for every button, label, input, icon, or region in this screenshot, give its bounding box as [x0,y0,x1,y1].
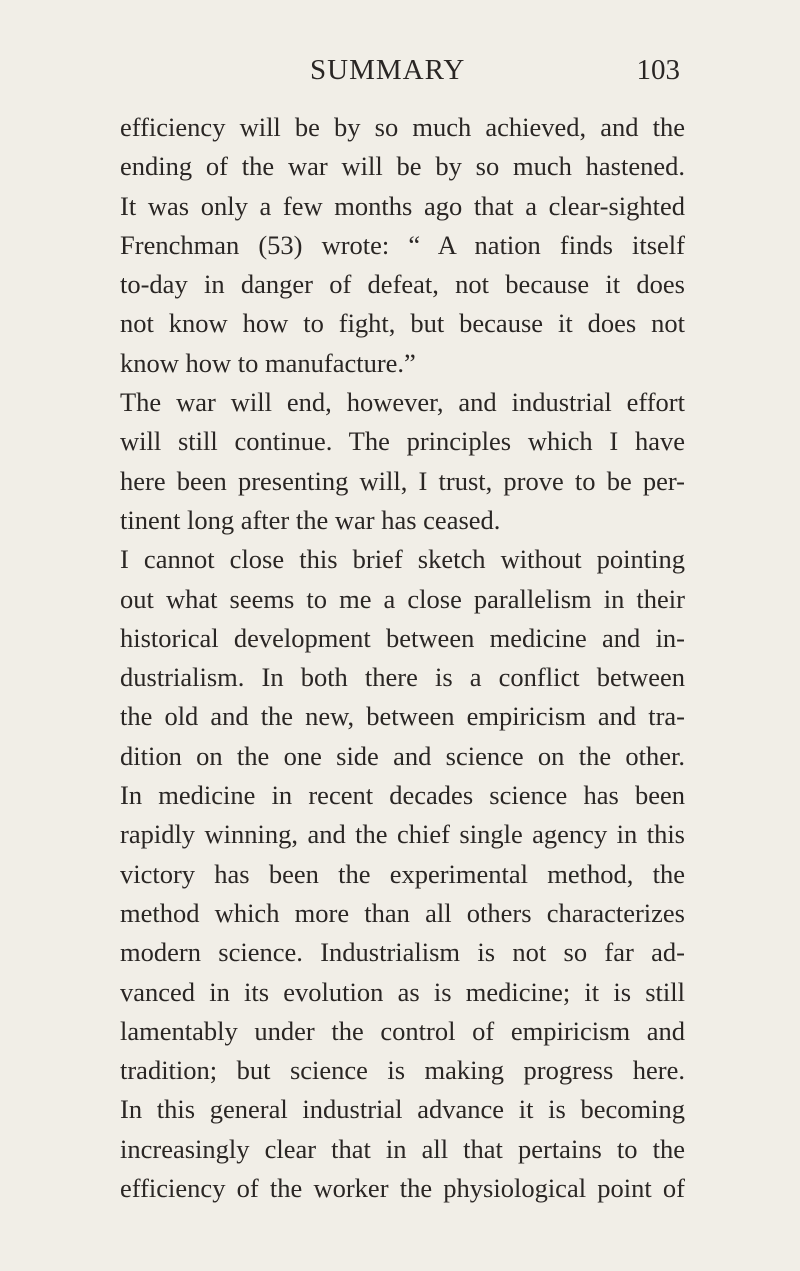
text-line: efficiency will be by so much achieved, and the [120,112,685,142]
text-line: tinent long after the war has ceased. [120,504,501,535]
text-line: dustrialism. In both there is a conflict between [120,662,685,693]
running-head-title: SUMMARY [310,54,466,86]
text-line: ending of the war will be by so much hastened. [120,151,685,182]
text-line: method which more than all others characterizes [120,897,685,928]
text-line: I cannot close this brief sketch without pointing [120,544,685,575]
text-line: historical development between medicine and in- [120,622,685,653]
text-line: Frenchman (53) wrote: “ A nation finds itself [120,229,685,260]
page-number: 103 [636,54,680,86]
text-line: out what seems to me a close parallelism in their [120,583,685,614]
text-line: In medicine in recent decades science has been [120,780,685,811]
text-line: tradition; but science is making progress here. [120,1055,685,1086]
text-line: rapidly winning, and the chief single agency in this [120,819,685,850]
text-line: the old and the new, between empiricism and tra- [120,701,685,732]
text-line: increasingly clear that in all that pertains to the [120,1133,685,1164]
text-line: not know how to fight, but because it does not [120,308,685,339]
text-line: lamentably under the control of empiricism and [120,1015,685,1046]
text-line: It was only a few months ago that a clear-sighted [120,190,685,221]
text-line: victory has been the experimental method, the [120,858,685,889]
text-line: The war will end, however, and industrial effort [120,387,685,418]
running-head [120,50,680,90]
body-text [120,108,685,1208]
text-line: know how to manufacture.” [120,347,416,378]
text-line: In this general industrial advance it is becoming [120,1094,685,1125]
text-line: modern science. Industrialism is not so far ad- [120,937,685,968]
text-line: to-day in danger of defeat, not because it does [120,269,685,300]
text-line: here been presenting will, I trust, prove to be per- [120,465,685,496]
text-line: will still continue. The principles which I have [120,426,685,457]
text-line: efficiency of the worker the physiological point of [120,1173,685,1204]
text-line: dition on the one side and science on the other. [120,740,685,771]
text-line: vanced in its evolution as is medicine; it is still [120,976,685,1007]
